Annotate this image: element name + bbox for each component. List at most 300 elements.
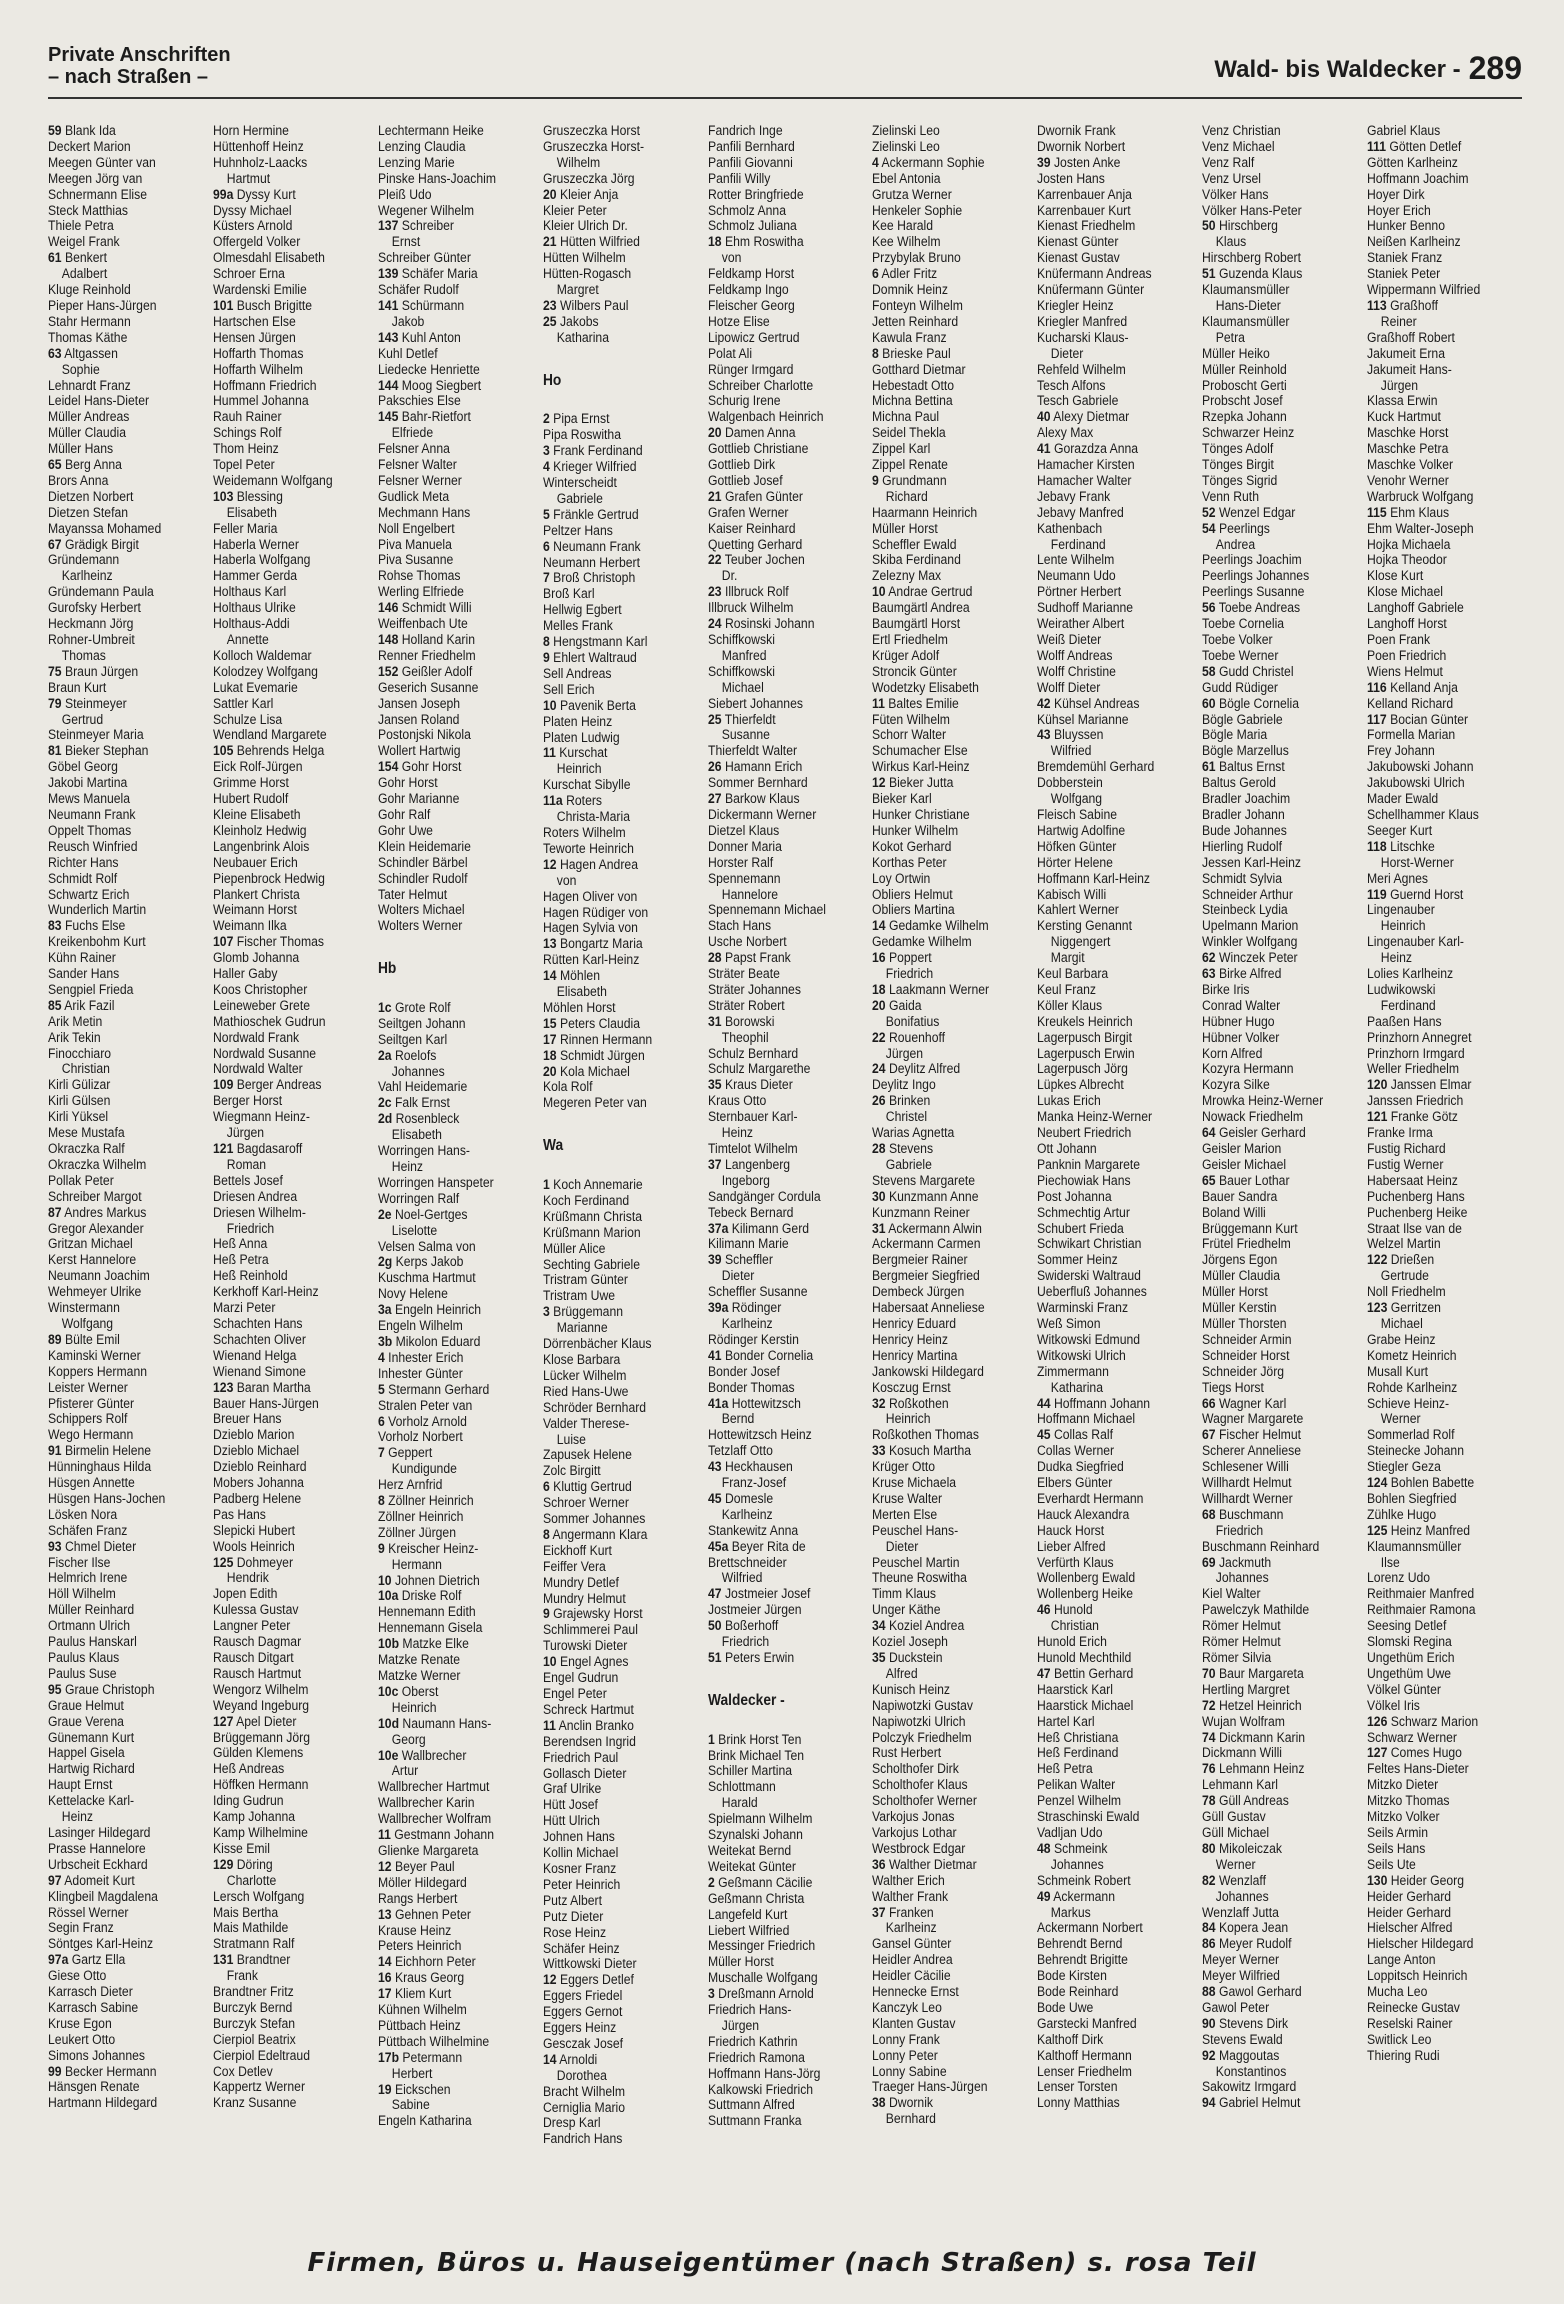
house-number: 65 bbox=[48, 458, 62, 474]
resident-entry: Schumacher Else bbox=[872, 744, 969, 760]
house-number: 99 bbox=[48, 2064, 62, 2080]
resident-entry: Przybylak Bruno bbox=[872, 251, 962, 267]
resident-entry: Unger Käthe bbox=[872, 1603, 941, 1619]
house-number: 9 bbox=[377, 1541, 385, 1557]
resident-entry: Pörtner Herbert bbox=[1037, 585, 1122, 601]
resident-entry: Noll Engelbert bbox=[377, 521, 455, 537]
house-number: 17 bbox=[542, 1032, 557, 1048]
resident-entry: Hagen Oliver von bbox=[542, 889, 637, 905]
street-section-heading: Wa bbox=[542, 1138, 563, 1155]
resident-entry: 14 Möhlen bbox=[542, 969, 600, 985]
resident-entry: 3 Dreßmann Arnold bbox=[707, 1987, 814, 2003]
resident-entry: 14 Gedamke Wilhelm bbox=[872, 919, 990, 935]
resident-entry: Korthas Peter bbox=[872, 855, 948, 871]
resident-entry: Prinzhorn Irmgard bbox=[1367, 1046, 1465, 1062]
resident-entry: Mobers Johanna bbox=[212, 1476, 304, 1492]
resident-entry: 45a Beyer Rita de bbox=[707, 1539, 806, 1555]
resident-entry: Wego Hermann bbox=[48, 1428, 134, 1444]
resident-entry: Lukas Erich bbox=[1037, 1094, 1102, 1110]
resident-entry: Hummel Johanna bbox=[212, 394, 309, 410]
resident-entry: Müller Reinhold bbox=[1202, 362, 1288, 378]
resident-entry: Pas Hans bbox=[212, 1507, 266, 1523]
resident-entry: Keul Franz bbox=[1037, 982, 1097, 998]
resident-entry: Walgenbach Heinrich bbox=[707, 410, 824, 426]
resident-entry: Mathioschek Gudrun bbox=[212, 1014, 326, 1030]
resident-entry: Klose Kurt bbox=[1367, 569, 1424, 585]
resident-entry: 1 Koch Annemarie bbox=[542, 1178, 643, 1193]
house-number: 80 bbox=[1202, 1841, 1216, 1857]
house-number: 10 bbox=[377, 1573, 392, 1589]
house-number: 8 bbox=[542, 635, 550, 651]
resident-entry: Neumann Joachim bbox=[48, 1269, 150, 1285]
resident-entry: Tesch Gabriele bbox=[1037, 394, 1119, 410]
resident-entry: Wollert Hartwig bbox=[377, 744, 461, 760]
resident-entry: 58 Gudd Christel bbox=[1202, 664, 1294, 680]
house-number: 65 bbox=[1202, 1173, 1216, 1189]
resident-entry: Okraczka Ralf bbox=[48, 1142, 125, 1157]
resident-entry: Schreiber Günter bbox=[377, 251, 471, 267]
resident-entry: Walther Erich bbox=[872, 1873, 946, 1889]
resident-entry: 120 Janssen Elmar bbox=[1367, 1078, 1472, 1094]
house-number: 20 bbox=[542, 187, 557, 203]
resident-entry: Engel Peter bbox=[542, 1687, 607, 1702]
resident-entry: 4 Ackermann Sophie bbox=[872, 155, 986, 171]
resident-entry: Brüggemann Jörg bbox=[212, 1730, 310, 1746]
house-number: 145 bbox=[377, 410, 399, 426]
house-number: 41a bbox=[707, 1396, 728, 1412]
resident-entry: Kahlert Werner bbox=[1037, 903, 1120, 919]
house-number: 9 bbox=[542, 1607, 550, 1623]
resident-entry: Eggers Friedel bbox=[542, 1989, 623, 2005]
spacer bbox=[543, 347, 703, 363]
house-number: 125 bbox=[212, 1555, 234, 1571]
resident-entry: Weirather Albert bbox=[1037, 617, 1125, 633]
resident-entry: Engel Gudrun bbox=[542, 1671, 618, 1687]
house-number: 7 bbox=[377, 1446, 385, 1462]
resident-entry: Thomas Käthe bbox=[48, 330, 128, 346]
resident-entry: Slomski Regina bbox=[1367, 1635, 1452, 1651]
resident-entry: Schneider Armin bbox=[1202, 1332, 1292, 1348]
house-number: 11 bbox=[542, 1718, 556, 1734]
resident-entry: 78 Güll Andreas bbox=[1202, 1794, 1290, 1810]
resident-entry: Lehnardt Franz bbox=[48, 378, 131, 394]
resident-entry: Swiderski Waltraud bbox=[1037, 1269, 1142, 1285]
resident-entry: Lersch Wolfgang bbox=[212, 1889, 305, 1905]
house-number: 60 bbox=[1202, 696, 1216, 712]
resident-entry: 127 Apel Dieter bbox=[212, 1714, 297, 1730]
resident-entry: Peerlings Johannes bbox=[1202, 569, 1310, 585]
house-number: 10c bbox=[377, 1684, 399, 1700]
resident-entry: Fleisch Sabine bbox=[1037, 807, 1118, 823]
house-number: 144 bbox=[377, 378, 399, 394]
entry-continuation: Christel bbox=[886, 1110, 928, 1126]
entry-continuation: Heinrich bbox=[391, 1700, 437, 1716]
house-number: 11a bbox=[542, 794, 563, 810]
resident-entry: Stevens Ewald bbox=[1202, 2032, 1283, 2048]
resident-entry: Brettschneider bbox=[707, 1555, 787, 1571]
resident-entry: Birke Iris bbox=[1202, 982, 1250, 998]
resident-entry: 28 Stevens bbox=[872, 1142, 934, 1157]
house-number: 74 bbox=[1202, 1730, 1216, 1746]
resident-entry: 20 Gaida bbox=[872, 998, 922, 1014]
resident-entry: Bode Kirsten bbox=[1037, 1969, 1108, 1985]
resident-entry: Ackermann Carmen bbox=[872, 1237, 981, 1253]
resident-entry: Karrenbauer Anja bbox=[1037, 187, 1133, 203]
resident-entry: Baumgärtl Horst bbox=[872, 617, 961, 633]
resident-entry: Paulus Suse bbox=[48, 1666, 117, 1682]
resident-entry: Roßkothen Thomas bbox=[872, 1428, 980, 1444]
resident-entry: Feldkamp Horst bbox=[707, 267, 794, 283]
house-number: 97 bbox=[48, 1873, 62, 1889]
house-number: 1 bbox=[542, 1178, 550, 1193]
resident-entry: 79 Steinmeyer bbox=[48, 696, 127, 712]
resident-entry: Merten Else bbox=[872, 1507, 938, 1523]
resident-entry: Sell Andreas bbox=[542, 666, 612, 682]
house-number: 11 bbox=[872, 696, 886, 712]
resident-entry: 121 Bagdasaroff bbox=[212, 1142, 303, 1157]
resident-entry: Thierfeldt Walter bbox=[707, 744, 797, 760]
resident-entry: Kee Wilhelm bbox=[872, 235, 941, 251]
resident-entry: Kilimann Marie bbox=[707, 1237, 789, 1253]
page-heading-right bbox=[1214, 50, 1522, 87]
resident-entry: Hunker Wilhelm bbox=[872, 823, 959, 839]
resident-entry: Everhardt Hermann bbox=[1037, 1491, 1144, 1507]
resident-entry: Gawol Peter bbox=[1202, 2000, 1270, 2016]
resident-entry: Lange Anton bbox=[1367, 1953, 1436, 1969]
resident-entry: 101 Busch Brigitte bbox=[212, 298, 312, 314]
resident-entry: 64 Geisler Gerhard bbox=[1202, 1126, 1306, 1142]
resident-entry: Kunzmann Reiner bbox=[872, 1205, 971, 1221]
house-number: 37 bbox=[872, 1905, 887, 1921]
resident-entry: Mayanssa Mohamed bbox=[48, 521, 162, 537]
resident-entry: Ueberfluß Johannes bbox=[1037, 1285, 1148, 1301]
resident-entry: Eggers Heinz bbox=[542, 2021, 616, 2037]
resident-entry: 21 Hütten Wilfried bbox=[542, 235, 640, 251]
resident-entry: 17b Petermann bbox=[377, 2050, 462, 2066]
resident-entry: Schwikart Christian bbox=[1037, 1237, 1142, 1253]
resident-entry: 139 Schäfer Maria bbox=[377, 267, 478, 283]
resident-entry: Nordwald Frank bbox=[212, 1030, 300, 1046]
resident-entry: Roters Wilhelm bbox=[542, 825, 626, 841]
resident-entry: Megeren Peter van bbox=[542, 1096, 647, 1112]
entry-continuation: Hannelore bbox=[721, 887, 778, 903]
resident-entry: Wolters Werner bbox=[377, 919, 463, 935]
resident-entry: Nordwald Walter bbox=[212, 1062, 303, 1078]
resident-entry: 3b Mikolon Eduard bbox=[377, 1334, 481, 1350]
resident-entry: Schellhammer Klaus bbox=[1367, 807, 1480, 823]
resident-entry: Schneider Horst bbox=[1202, 1348, 1290, 1364]
resident-entry: Toebe Werner bbox=[1202, 648, 1279, 664]
resident-entry: 20 Kola Michael bbox=[542, 1064, 630, 1080]
resident-entry: Mese Mustafa bbox=[48, 1126, 125, 1142]
resident-entry: Felsner Anna bbox=[377, 442, 450, 458]
resident-entry: Weigel Frank bbox=[48, 235, 120, 251]
resident-entry: Hojka Michaela bbox=[1367, 537, 1451, 553]
resident-entry: Wenzlaff Jutta bbox=[1202, 1905, 1280, 1921]
resident-entry: 36 Walther Dietmar bbox=[872, 1857, 978, 1873]
resident-entry: Panfili Willy bbox=[707, 171, 770, 187]
resident-entry: Tater Helmut bbox=[377, 887, 447, 903]
resident-entry: Kiel Walter bbox=[1202, 1587, 1261, 1603]
resident-entry: Grutza Werner bbox=[872, 187, 953, 203]
resident-entry: Jakubowski Ulrich bbox=[1367, 776, 1465, 792]
resident-entry: 42 Kühsel Andreas bbox=[1037, 696, 1140, 712]
house-number: 12 bbox=[542, 857, 557, 873]
entry-continuation: Klaus bbox=[1215, 235, 1247, 251]
resident-entry: Leidel Hans-Dieter bbox=[48, 394, 150, 410]
resident-entry: Tristram Uwe bbox=[542, 1289, 615, 1305]
resident-entry: Gohr Ralf bbox=[377, 807, 430, 823]
resident-entry: Happel Gisela bbox=[48, 1746, 125, 1762]
resident-entry: Langhoff Horst bbox=[1367, 617, 1447, 633]
house-number: 3 bbox=[542, 1305, 550, 1321]
house-number: 116 bbox=[1367, 680, 1387, 696]
resident-entry: Bögle Gabriele bbox=[1202, 712, 1283, 728]
house-number: 10d bbox=[377, 1716, 399, 1732]
resident-entry: 82 Wenzlaff bbox=[1202, 1873, 1267, 1889]
resident-entry: Schröder Bernhard bbox=[542, 1400, 646, 1416]
resident-entry: 30 Kunzmann Anne bbox=[872, 1189, 979, 1205]
resident-entry: Lenzing Claudia bbox=[377, 139, 466, 155]
resident-entry: Rust Herbert bbox=[872, 1746, 942, 1762]
resident-entry: 3 Frank Ferdinand bbox=[542, 444, 643, 460]
resident-entry: Kanczyk Leo bbox=[872, 2000, 943, 2016]
house-number: 39 bbox=[707, 1253, 722, 1269]
resident-entry: Behrendt Brigitte bbox=[1037, 1953, 1129, 1969]
house-number: 2a bbox=[377, 1048, 392, 1064]
resident-entry: Lüpkes Albrecht bbox=[1037, 1078, 1125, 1094]
resident-entry: Karrasch Dieter bbox=[48, 1985, 133, 2001]
house-number: 37 bbox=[707, 1157, 722, 1173]
resident-entry: Hoffmann Karl-Heinz bbox=[1037, 871, 1151, 887]
entry-continuation: Elisabeth bbox=[226, 505, 277, 521]
entry-continuation: Wolfgang bbox=[1051, 792, 1103, 808]
entry-continuation: Thomas bbox=[61, 648, 106, 664]
resident-entry: Iding Gudrun bbox=[212, 1794, 284, 1810]
resident-entry: 20 Damen Anna bbox=[707, 426, 796, 442]
resident-entry: Dwornik Norbert bbox=[1037, 139, 1126, 155]
house-number: 64 bbox=[1202, 1126, 1216, 1142]
resident-entry: Hoyer Erich bbox=[1367, 203, 1431, 219]
resident-entry: 67 Fischer Helmut bbox=[1202, 1428, 1302, 1444]
house-number: 66 bbox=[1202, 1396, 1216, 1412]
resident-entry: Kawula Franz bbox=[872, 330, 948, 346]
entry-continuation: Gertrud bbox=[61, 712, 104, 728]
resident-entry: Weiffenbach Ute bbox=[377, 617, 468, 633]
resident-entry: Steinecke Johann bbox=[1367, 1444, 1465, 1460]
house-number: 115 bbox=[1367, 505, 1387, 521]
resident-entry: Scholthofer Dirk bbox=[872, 1762, 960, 1778]
resident-entry: 31 Borowski bbox=[707, 1014, 775, 1030]
house-number: 2g bbox=[377, 1255, 393, 1271]
resident-entry: Kalkowski Friedrich bbox=[707, 2082, 813, 2098]
resident-entry: Fandrich Inge bbox=[707, 124, 783, 139]
resident-entry: Müller Horst bbox=[872, 521, 939, 537]
house-number: 37a bbox=[707, 1221, 728, 1237]
resident-entry: Höffken Hermann bbox=[212, 1778, 309, 1794]
entry-continuation: Artur bbox=[391, 1764, 418, 1780]
resident-entry: Putz Dieter bbox=[542, 1909, 604, 1925]
entry-continuation: Franz-Josef bbox=[721, 1476, 786, 1492]
resident-entry: Kleinholz Hedwig bbox=[212, 823, 307, 839]
entry-continuation: Katharina bbox=[1051, 1380, 1104, 1396]
resident-entry: Varkojus Jonas bbox=[872, 1810, 955, 1826]
resident-entry: 43 Bluyssen bbox=[1037, 728, 1104, 744]
resident-entry: Hertling Margret bbox=[1202, 1682, 1290, 1698]
entry-continuation: von bbox=[721, 251, 741, 267]
house-number: 67 bbox=[48, 537, 62, 553]
resident-entry: 99a Dyssy Kurt bbox=[212, 187, 296, 203]
resident-entry: Hütt Josef bbox=[542, 1798, 598, 1814]
resident-entry: 8 Hengstmann Karl bbox=[542, 635, 648, 651]
house-number: 89 bbox=[48, 1332, 62, 1348]
resident-entry: Loppitsch Heinrich bbox=[1367, 1969, 1468, 1985]
resident-entry: Burczyk Bernd bbox=[212, 2000, 293, 2016]
street-section-heading: Waldecker - bbox=[707, 1692, 785, 1709]
resident-entry: Fonteyn Wilhelm bbox=[872, 298, 964, 314]
resident-entry: Tetzlaff Otto bbox=[707, 1444, 773, 1460]
resident-entry: Peerlings Joachim bbox=[1202, 553, 1302, 569]
house-number: 56 bbox=[1202, 601, 1216, 617]
resident-entry: Kuck Hartmut bbox=[1367, 410, 1442, 426]
resident-entry: 25 Jakobs bbox=[542, 314, 599, 330]
resident-entry: Hielscher Alfred bbox=[1367, 1921, 1453, 1937]
spacer bbox=[708, 1667, 868, 1683]
resident-entry: Hennemann Gisela bbox=[377, 1621, 483, 1637]
entry-continuation: Gabriele bbox=[556, 491, 603, 507]
resident-entry: Peter Heinrich bbox=[542, 1877, 620, 1893]
resident-entry: 80 Mikoleiczak bbox=[1202, 1841, 1283, 1857]
resident-entry: 94 Gabriel Helmut bbox=[1202, 2096, 1301, 2112]
resident-entry: Baltus Gerold bbox=[1202, 776, 1277, 792]
resident-entry: Völkel Günter bbox=[1367, 1682, 1442, 1698]
resident-entry: 69 Jackmuth bbox=[1202, 1555, 1272, 1571]
resident-entry: Thiele Petra bbox=[48, 219, 114, 235]
entry-continuation: Werner bbox=[1215, 1857, 1256, 1873]
resident-entry: Schwarz Werner bbox=[1367, 1730, 1458, 1746]
resident-entry: Gudlick Meta bbox=[377, 489, 449, 505]
entry-continuation: Jürgen bbox=[721, 2018, 759, 2034]
resident-entry: 19 Eickschen bbox=[377, 2082, 451, 2098]
resident-entry: Poen Friedrich bbox=[1367, 648, 1447, 664]
resident-entry: Gregor Alexander bbox=[48, 1221, 144, 1237]
resident-entry: 18 Laakmann Werner bbox=[872, 982, 990, 998]
resident-entry: Loy Ortwin bbox=[872, 871, 931, 887]
resident-entry: Neumann Udo bbox=[1037, 569, 1117, 585]
resident-entry: Hagen Rüdiger von bbox=[542, 905, 648, 921]
resident-entry: Schäfer Heinz bbox=[542, 1941, 620, 1957]
resident-entry: Straat Ilse van de bbox=[1367, 1221, 1463, 1237]
resident-entry: Haberla Werner bbox=[212, 537, 299, 553]
entry-continuation: Ferdinand bbox=[1051, 537, 1107, 553]
house-number: 75 bbox=[48, 664, 62, 680]
resident-entry: Sengpiel Frieda bbox=[48, 982, 134, 998]
resident-entry: Seils Hans bbox=[1367, 1841, 1426, 1857]
house-number: 90 bbox=[1202, 2016, 1216, 2032]
spacer bbox=[708, 1717, 868, 1733]
entry-continuation: Heinz bbox=[391, 1160, 423, 1175]
entry-continuation: Friedrich bbox=[1215, 1523, 1264, 1539]
resident-entry: Lösken Nora bbox=[48, 1507, 118, 1523]
resident-entry: 97 Adomeit Kurt bbox=[48, 1873, 135, 1889]
resident-entry: Driesen Wilhelm- bbox=[212, 1205, 306, 1221]
resident-entry: Venz Ralf bbox=[1202, 155, 1255, 171]
resident-entry: Bohlen Siegfried bbox=[1367, 1491, 1457, 1507]
resident-entry: Kienast Friedhelm bbox=[1037, 219, 1136, 235]
resident-entry: Padberg Helene bbox=[212, 1491, 302, 1507]
resident-entry: Venn Ruth bbox=[1202, 489, 1260, 505]
resident-entry: Schreck Hartmut bbox=[542, 1702, 634, 1718]
entry-continuation: Dieter bbox=[721, 1269, 754, 1285]
resident-entry: Timm Klaus bbox=[872, 1587, 937, 1603]
resident-entry: Maschke Petra bbox=[1367, 442, 1449, 458]
entry-continuation: Annette bbox=[226, 633, 269, 648]
entry-continuation: Hendrik bbox=[226, 1571, 269, 1587]
resident-entry: Meyer Werner bbox=[1202, 1953, 1280, 1969]
resident-entry: Venz Ursel bbox=[1202, 171, 1262, 187]
resident-entry: Müller Thorsten bbox=[1202, 1316, 1287, 1332]
resident-entry: 9 Ehlert Waltraud bbox=[542, 651, 637, 666]
resident-entry: Dickermann Werner bbox=[707, 807, 816, 823]
resident-entry: Jessen Karl-Heinz bbox=[1202, 855, 1302, 871]
house-number: 78 bbox=[1202, 1794, 1216, 1810]
resident-entry: 10c Oberst bbox=[377, 1684, 439, 1700]
resident-entry: Graue Helmut bbox=[48, 1698, 124, 1714]
resident-entry: Schreiber Margot bbox=[48, 1189, 142, 1205]
resident-entry: Mechmann Hans bbox=[377, 505, 471, 521]
resident-entry: Collas Werner bbox=[1037, 1444, 1115, 1460]
resident-entry: Peters Heinrich bbox=[377, 1939, 462, 1955]
house-number: 21 bbox=[707, 489, 722, 505]
resident-entry: Kruse Egon bbox=[48, 2016, 112, 2032]
resident-entry: Wirkus Karl-Heinz bbox=[872, 760, 971, 776]
resident-entry: Suttmann Alfred bbox=[707, 2098, 795, 2114]
house-number: 22 bbox=[872, 1030, 887, 1046]
house-number: 8 bbox=[542, 1527, 550, 1543]
resident-entry: Wolff Christine bbox=[1037, 664, 1117, 680]
resident-entry: Post Johanna bbox=[1037, 1189, 1112, 1205]
resident-entry: Finocchiaro bbox=[48, 1046, 112, 1062]
resident-entry: 1 Brink Horst Ten bbox=[707, 1732, 801, 1748]
house-number: 26 bbox=[707, 760, 722, 776]
resident-entry: Sommer Heinz bbox=[1037, 1253, 1119, 1269]
resident-entry: Switlick Leo bbox=[1367, 2032, 1432, 2048]
resident-entry: Friedrich Paul bbox=[542, 1750, 618, 1766]
resident-entry: Brink Michael Ten bbox=[707, 1748, 804, 1764]
resident-entry: Brandtner Fritz bbox=[212, 1985, 294, 2001]
resident-entry: Rangs Herbert bbox=[377, 1891, 458, 1907]
resident-entry: Pfisterer Günter bbox=[48, 1396, 135, 1412]
street-section-heading: Ho bbox=[542, 372, 562, 389]
resident-entry: 84 Kopera Jean bbox=[1202, 1921, 1289, 1937]
resident-entry: Kleier Peter bbox=[542, 203, 607, 219]
resident-entry: Völkel Iris bbox=[1367, 1698, 1421, 1714]
resident-entry: 146 Schmidt Willi bbox=[377, 601, 472, 617]
resident-entry: Müller Claudia bbox=[48, 426, 126, 442]
resident-entry: Kisse Emil bbox=[212, 1841, 270, 1857]
resident-entry: Werling Elfriede bbox=[377, 585, 464, 601]
resident-entry: Wienand Helga bbox=[212, 1348, 297, 1364]
resident-entry: Neumann Herbert bbox=[542, 555, 640, 571]
resident-entry: Dickmann Willi bbox=[1202, 1746, 1283, 1762]
house-number: 58 bbox=[1202, 664, 1216, 680]
resident-entry: Deckert Marion bbox=[48, 139, 131, 155]
entry-continuation: Christian bbox=[61, 1062, 110, 1078]
resident-entry: Krüger Otto bbox=[872, 1460, 936, 1476]
resident-entry: Seeger Kurt bbox=[1367, 823, 1433, 839]
house-number: 28 bbox=[872, 1142, 887, 1157]
house-number: 25 bbox=[707, 712, 722, 728]
